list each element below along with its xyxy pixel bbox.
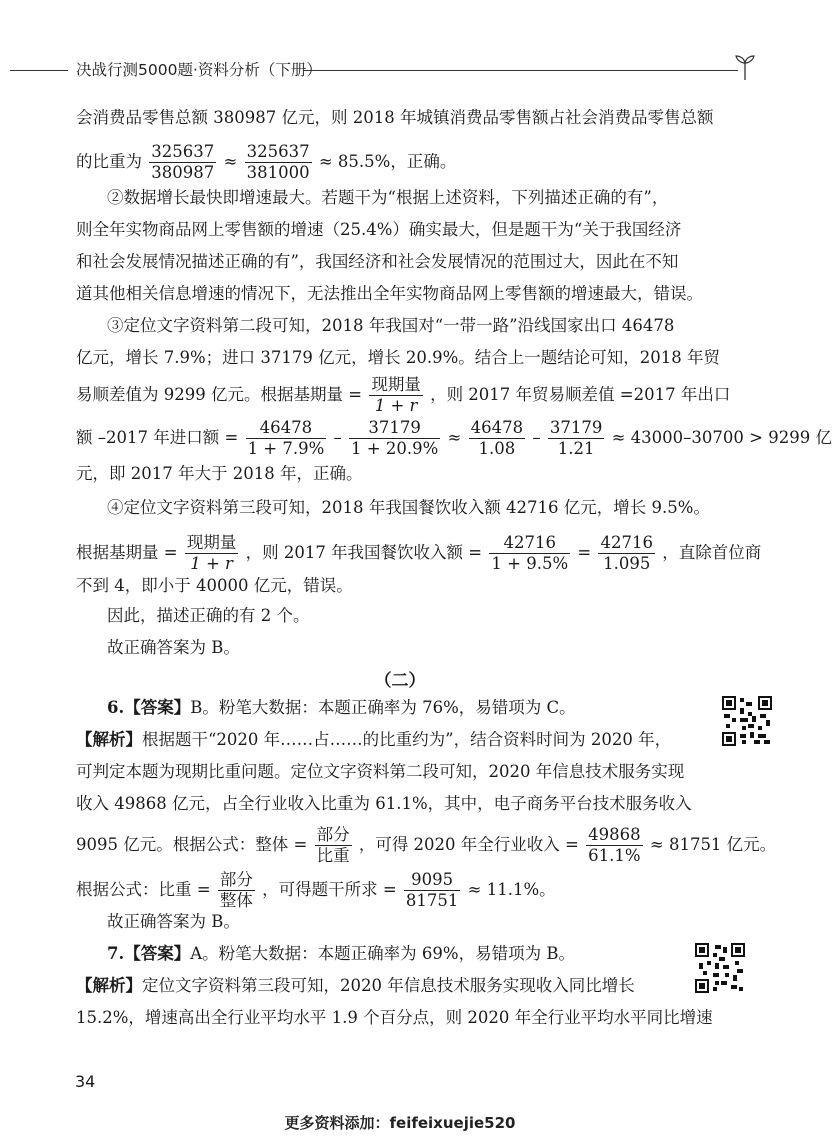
q6-jx-line2: 可判定本题为现期比重问题。定位文字资料第二段可知，2020 年信息技术服务实现 xyxy=(76,762,685,781)
numerator: 部分 xyxy=(219,870,253,889)
fraction xyxy=(586,825,643,866)
answer-text: B。粉笔大数据：本题正确率为 76%，易错项为 C。 xyxy=(190,698,576,717)
conclusion: 因此，描述正确的有 2 个。 xyxy=(107,606,310,625)
fraction xyxy=(315,825,352,866)
q6-text: ，可得 2020 年全行业收入 = xyxy=(358,835,579,854)
fraction xyxy=(245,142,312,183)
denominator: 1 + r xyxy=(374,396,418,415)
footer-note: 更多资料添加：feifeixuejie520 xyxy=(284,1114,516,1132)
numerator: 325637 xyxy=(246,142,310,161)
p4-text: 根据基期量 = xyxy=(76,543,178,562)
qr-code-icon[interactable] xyxy=(695,943,745,993)
numerator: 42716 xyxy=(600,533,653,552)
p3-line4 xyxy=(76,418,832,459)
p3-result: ≈ 43000–30700 > 9299 亿 xyxy=(611,428,832,447)
numerator: 49868 xyxy=(588,825,641,844)
denominator: 81751 xyxy=(405,891,459,910)
p4-line3: 不到 4，即小于 40000 亿元，错误。 xyxy=(76,576,353,595)
q6-text: ，可得题干所求 = xyxy=(262,880,397,899)
fraction xyxy=(548,418,605,459)
p2-line2: 则全年实物商品网上零售额的增速（25.4%）确实最大，但是题干为“关于我国经济 xyxy=(76,220,682,239)
denominator: 1 + 20.9% xyxy=(351,439,439,458)
denominator: 整体 xyxy=(219,891,253,910)
analysis-text: 定位文字资料第三段可知，2020 年信息技术服务实现收入同比增长 xyxy=(142,976,635,995)
header-title: 决战行测5000题·资料分析（下册） xyxy=(76,61,322,79)
q6-result: ≈ 11.1%。 xyxy=(467,880,556,899)
numerator: 37179 xyxy=(349,418,440,439)
denominator: 比重 xyxy=(316,846,350,865)
denominator: 61.1% xyxy=(588,846,641,865)
q6-text: 9095 亿元。根据公式：整体 = xyxy=(76,835,308,854)
numerator: 46478 xyxy=(470,418,524,437)
q6-jx-line3: 收入 49868 亿元，占全行业收入比重为 61.1%，其中，电子商务平台技术服务收入 xyxy=(76,794,692,813)
q6-answer xyxy=(107,696,576,720)
denominator: 1 + 9.5% xyxy=(491,554,569,573)
fraction xyxy=(469,418,526,459)
numerator: 37179 xyxy=(549,418,603,437)
p3-text: ，则 2017 年贸易顺差值 =2017 年出口 xyxy=(430,385,731,404)
p4-line1: ④定位文字资料第三段可知，2018 年我国餐饮收入额 42716 亿元，增长 9.5%。 xyxy=(107,498,710,517)
analysis-label: 【解析】 xyxy=(76,730,142,749)
denominator: 380987 xyxy=(151,163,215,182)
fraction xyxy=(185,533,239,574)
answer-line: 故正确答案为 B。 xyxy=(107,638,240,657)
q6-answer-line: 故正确答案为 B。 xyxy=(107,912,240,931)
q6-text: 根据公式：比重 = xyxy=(76,880,211,899)
p3-line2: 亿元，增长 7.9%；进口 37179 亿元，增长 20.9%。结合上一题结论可知，2018 年贸 xyxy=(76,348,721,367)
p3-text: 易顺差值为 9299 亿元。根据基期量 = xyxy=(76,385,363,404)
denominator: 381000 xyxy=(246,163,310,182)
answer-label: 7.【答案】 xyxy=(107,944,191,963)
qr-code-icon[interactable] xyxy=(722,696,772,746)
numerator: 现期量 xyxy=(186,533,237,552)
minus-sign: – xyxy=(532,428,541,447)
numerator: 42716 xyxy=(489,533,570,554)
p4-text: ，则 2017 年我国餐饮收入额 = xyxy=(245,543,483,562)
page-number: 34 xyxy=(75,1072,96,1091)
denominator: 1.08 xyxy=(478,439,516,458)
fraction xyxy=(369,375,423,416)
p1-result: ≈ 85.5%，正确。 xyxy=(318,152,457,171)
p1-text: 的比重为 xyxy=(76,152,142,171)
section-heading: （二） xyxy=(374,671,426,691)
p3-line3 xyxy=(76,375,730,416)
fraction xyxy=(489,533,570,574)
equals-sign: = xyxy=(577,543,592,562)
fraction xyxy=(246,418,327,459)
q6-jx-line1 xyxy=(76,728,671,752)
denominator: 1 + 7.9% xyxy=(247,439,325,458)
q7-answer xyxy=(107,942,575,966)
fraction xyxy=(598,533,655,574)
fraction xyxy=(218,870,255,911)
p2-line1: ②数据增长最快即增速最大。若题干为“根据上述资料，下列描述正确的有”， xyxy=(107,188,669,207)
q6-jx-line4 xyxy=(76,825,776,866)
leaf-icon xyxy=(734,52,756,82)
q7-jx-line2: 15.2%，增速高出全行业平均水平 1.9 个百分点，则 2020 年全行业平均水平同比增速 xyxy=(76,1008,713,1027)
approx-sign: ≈ xyxy=(447,428,462,447)
p1-line2 xyxy=(76,142,456,183)
numerator: 9095 xyxy=(404,870,461,891)
p1-line1: 会消费品零售总额 380987 亿元，则 2018 年城镇消费品零售额占社会消费品零售总额 xyxy=(76,108,714,127)
p2-line3: 和社会发展情况描述正确的有”，我国经济和社会发展情况的范围过大，因此在不知 xyxy=(76,252,679,271)
header-rule-right xyxy=(304,70,738,71)
numerator: 部分 xyxy=(316,825,350,844)
numerator: 现期量 xyxy=(371,375,421,394)
p3-text: 额 –2017 年进口额 = xyxy=(76,428,239,447)
answer-label: 6.【答案】 xyxy=(107,698,191,717)
answer-text: A。粉笔大数据：本题正确率为 69%，易错项为 B。 xyxy=(190,944,575,963)
approx-sign: ≈ xyxy=(223,152,238,171)
p3-line1: ③定位文字资料第二段可知，2018 年我国对“一带一路”沿线国家出口 46478 xyxy=(107,316,675,335)
numerator: 46478 xyxy=(246,418,327,439)
denominator: 1 + r xyxy=(190,554,233,573)
running-header xyxy=(0,52,800,92)
analysis-text: 根据题干“2020 年……占……的比重约为”，结合资料时间为 2020 年， xyxy=(142,730,672,749)
p2-line4: 道其他相关信息增速的情况下，无法推出全年实物商品网上零售额的增速最大，错误。 xyxy=(76,284,703,303)
fraction xyxy=(149,142,216,183)
p4-line2 xyxy=(76,533,761,574)
p3-line5: 元，即 2017 年大于 2018 年，正确。 xyxy=(76,464,363,483)
q6-jx-line5 xyxy=(76,870,556,911)
header-rule-left xyxy=(10,70,68,71)
minus-sign: – xyxy=(333,428,342,447)
numerator: 325637 xyxy=(151,142,215,161)
p4-text: ，直除首位商 xyxy=(662,543,762,562)
fraction xyxy=(349,418,440,459)
fraction xyxy=(404,870,461,911)
analysis-label: 【解析】 xyxy=(76,976,142,995)
q7-jx-line1 xyxy=(76,974,635,998)
denominator: 1.095 xyxy=(603,554,651,573)
denominator: 1.21 xyxy=(557,439,595,458)
q6-result: ≈ 81751 亿元。 xyxy=(649,835,777,854)
